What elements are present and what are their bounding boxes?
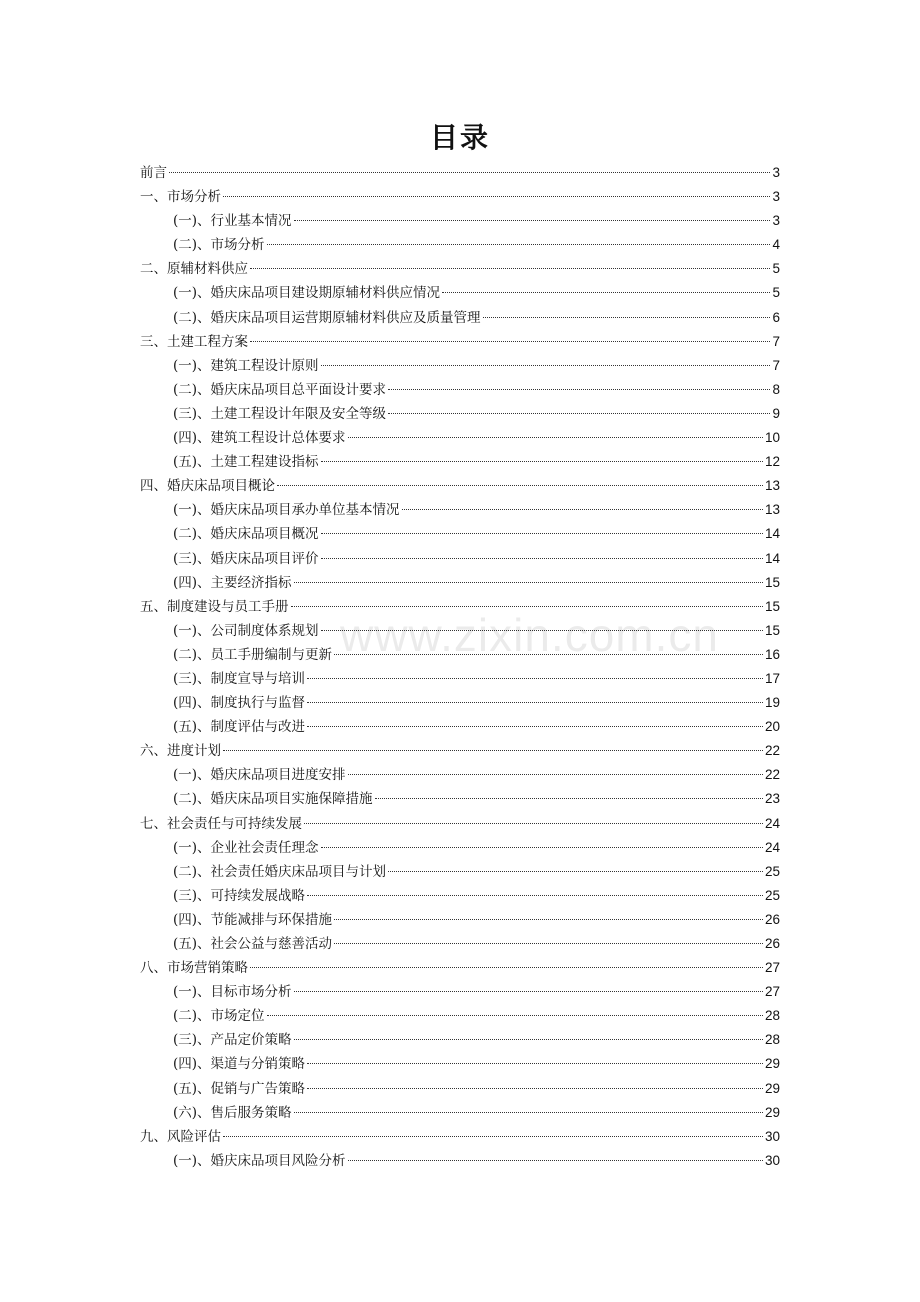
dot-leader xyxy=(307,895,763,896)
toc-page-number: 3 xyxy=(772,189,780,205)
dot-leader xyxy=(250,967,763,968)
toc-page-number: 20 xyxy=(764,719,780,735)
dot-leader xyxy=(388,389,770,390)
toc-page-number: 14 xyxy=(764,526,780,542)
dot-leader xyxy=(294,1039,763,1040)
toc-page-number: 17 xyxy=(764,670,780,686)
toc-page-number: 5 xyxy=(772,261,780,277)
toc-page-number: 30 xyxy=(764,1128,780,1144)
toc-chapter-entry[interactable] xyxy=(140,739,780,763)
toc-entry-title: (二)、婚庆床品项目概况 xyxy=(173,526,319,543)
toc-entry-title: (二)、市场分析 xyxy=(173,237,265,254)
toc-entry-title: (四)、渠道与分销策略 xyxy=(173,1056,306,1073)
page-title: 目录 xyxy=(429,121,490,154)
toc-page-number: 25 xyxy=(764,887,780,903)
toc-page-number: 27 xyxy=(764,984,780,1000)
toc-section-entry[interactable] xyxy=(140,763,780,787)
toc-chapter-entry[interactable] xyxy=(140,1125,780,1149)
dot-leader xyxy=(375,798,763,799)
toc-page-number: 22 xyxy=(764,767,780,783)
toc-page-number: 15 xyxy=(764,598,780,614)
toc-section-entry[interactable] xyxy=(140,498,780,522)
toc-entry-title: (一)、企业社会责任理念 xyxy=(173,839,319,856)
toc-chapter-entry[interactable] xyxy=(140,474,780,498)
dot-leader xyxy=(348,1160,763,1161)
dot-leader xyxy=(321,533,763,534)
toc-section-entry[interactable] xyxy=(140,836,780,860)
toc-section-entry[interactable] xyxy=(140,1149,780,1173)
dot-leader xyxy=(321,558,763,559)
table-of-contents xyxy=(140,161,780,1173)
toc-section-entry[interactable] xyxy=(140,450,780,474)
toc-entry-title: (二)、员工手册编制与更新 xyxy=(173,646,333,663)
toc-page-number: 15 xyxy=(764,574,780,590)
toc-page-number: 6 xyxy=(772,309,780,325)
dot-leader xyxy=(321,365,771,366)
toc-section-entry[interactable] xyxy=(140,1101,780,1125)
toc-chapter-entry[interactable] xyxy=(140,257,780,281)
toc-entry-title: (四)、主要经济指标 xyxy=(173,574,292,591)
toc-entry-title: (一)、婚庆床品项目风险分析 xyxy=(173,1152,346,1169)
dot-leader xyxy=(250,341,770,342)
toc-entry-title: (二)、婚庆床品项目运营期原辅材料供应及质量管理 xyxy=(173,309,481,326)
toc-section-entry[interactable] xyxy=(140,522,780,546)
toc-entry-title: 一、市场分析 xyxy=(140,189,221,206)
toc-entry-title: (三)、制度宣导与培训 xyxy=(173,670,306,687)
dot-leader xyxy=(223,196,770,197)
toc-section-entry[interactable] xyxy=(140,547,780,571)
toc-entry-title: 三、土建工程方案 xyxy=(140,333,248,350)
toc-entry-title: 七、社会责任与可持续发展 xyxy=(140,815,302,832)
dot-leader xyxy=(483,317,771,318)
toc-page-number: 7 xyxy=(772,357,780,373)
toc-page-number: 25 xyxy=(764,863,780,879)
toc-section-entry[interactable] xyxy=(140,884,780,908)
toc-page-number: 23 xyxy=(764,791,780,807)
dot-leader xyxy=(291,606,763,607)
dot-leader xyxy=(277,485,763,486)
toc-page-number: 16 xyxy=(764,646,780,662)
toc-page-number: 28 xyxy=(764,1032,780,1048)
toc-page-number: 30 xyxy=(764,1152,780,1168)
toc-section-entry[interactable] xyxy=(140,787,780,811)
toc-page-number: 8 xyxy=(772,381,780,397)
toc-entry-title: 九、风险评估 xyxy=(140,1128,221,1145)
dot-leader xyxy=(304,823,763,824)
toc-entry-title: 前言 xyxy=(140,165,167,181)
toc-entry-title: (三)、婚庆床品项目评价 xyxy=(173,550,319,567)
toc-page-number: 5 xyxy=(772,285,780,301)
dot-leader xyxy=(307,678,763,679)
toc-section-entry[interactable] xyxy=(140,378,780,402)
toc-section-entry[interactable] xyxy=(140,691,780,715)
dot-leader xyxy=(267,244,771,245)
toc-page-number: 13 xyxy=(764,502,780,518)
toc-page-number: 12 xyxy=(764,454,780,470)
dot-leader xyxy=(307,1063,763,1064)
dot-leader xyxy=(307,726,763,727)
dot-leader xyxy=(294,582,763,583)
dot-leader xyxy=(307,702,763,703)
toc-page-number: 15 xyxy=(764,622,780,638)
dot-leader xyxy=(169,172,770,173)
toc-chapter-entry[interactable] xyxy=(140,956,780,980)
toc-entry-title: (一)、目标市场分析 xyxy=(173,984,292,1001)
toc-page-number: 24 xyxy=(764,839,780,855)
toc-page-number: 7 xyxy=(772,333,780,349)
toc-page-number: 22 xyxy=(764,743,780,759)
toc-section-entry[interactable] xyxy=(140,1052,780,1076)
toc-page-number: 29 xyxy=(764,1056,780,1072)
toc-entry-title: (四)、建筑工程设计总体要求 xyxy=(173,430,346,447)
dot-leader xyxy=(223,750,763,751)
toc-entry-title: 四、婚庆床品项目概论 xyxy=(140,478,275,495)
dot-leader xyxy=(388,871,763,872)
dot-leader xyxy=(321,461,763,462)
toc-entry-title: (一)、婚庆床品项目进度安排 xyxy=(173,767,346,784)
toc-section-entry[interactable] xyxy=(140,643,780,667)
dot-leader xyxy=(442,292,770,293)
dot-leader xyxy=(294,991,763,992)
dot-leader xyxy=(321,847,763,848)
toc-entry-title: (二)、市场定位 xyxy=(173,1008,265,1025)
toc-entry-title: (五)、促销与广告策略 xyxy=(173,1080,306,1097)
dot-leader xyxy=(334,919,763,920)
toc-entry-title: (四)、节能减排与环保措施 xyxy=(173,911,333,928)
dot-leader xyxy=(223,1136,763,1137)
toc-entry-title: (一)、公司制度体系规划 xyxy=(173,622,319,639)
toc-section-entry[interactable] xyxy=(140,667,780,691)
toc-entry-title: 六、进度计划 xyxy=(140,743,221,760)
toc-section-entry[interactable] xyxy=(140,209,780,233)
dot-leader xyxy=(388,413,770,414)
toc-section-entry[interactable] xyxy=(140,426,780,450)
toc-section-entry[interactable] xyxy=(140,281,780,305)
toc-section-entry[interactable] xyxy=(140,354,780,378)
dot-leader xyxy=(250,268,770,269)
toc-page-number: 29 xyxy=(764,1104,780,1120)
toc-section-entry[interactable] xyxy=(140,932,780,956)
toc-page-number: 3 xyxy=(772,165,780,180)
toc-page-number: 4 xyxy=(772,237,780,253)
toc-page-number: 26 xyxy=(764,936,780,951)
toc-entry-title: (一)、行业基本情况 xyxy=(173,213,292,230)
toc-section-entry[interactable] xyxy=(140,1077,780,1101)
dot-leader xyxy=(294,220,771,221)
toc-entry-title: (五)、社会公益与慈善活动 xyxy=(173,936,333,952)
toc-section-entry[interactable] xyxy=(140,1004,780,1028)
toc-chapter-entry[interactable] xyxy=(140,330,780,354)
toc-section-entry[interactable] xyxy=(140,306,780,330)
dot-leader xyxy=(294,1112,763,1113)
toc-entry-title: 二、原辅材料供应 xyxy=(140,261,248,278)
toc-section-entry[interactable] xyxy=(140,233,780,257)
toc-entry-title: (三)、可持续发展战略 xyxy=(173,887,306,904)
toc-page-number: 9 xyxy=(772,405,780,421)
toc-entry-title: (一)、建筑工程设计原则 xyxy=(173,357,319,374)
toc-page-number: 19 xyxy=(764,695,780,711)
watermark: www.zixin.com.cn xyxy=(340,609,719,661)
toc-page-number: 26 xyxy=(764,911,780,927)
toc-section-entry[interactable] xyxy=(140,402,780,426)
toc-entry-title: (二)、婚庆床品项目实施保障措施 xyxy=(173,791,373,808)
toc-entry-title: (三)、土建工程设计年限及安全等级 xyxy=(173,405,387,422)
toc-entry-title: (六)、售后服务策略 xyxy=(173,1104,292,1121)
toc-page-number: 29 xyxy=(764,1080,780,1096)
toc-entry-title: (一)、婚庆床品项目建设期原辅材料供应情况 xyxy=(173,285,441,302)
toc-entry-title: (二)、社会责任婚庆床品项目与计划 xyxy=(173,863,387,880)
toc-entry-title: (三)、产品定价策略 xyxy=(173,1032,292,1049)
toc-entry-title: 八、市场营销策略 xyxy=(140,960,248,977)
toc-page-number: 14 xyxy=(764,550,780,566)
toc-section-entry[interactable] xyxy=(140,980,780,1004)
toc-page-number: 28 xyxy=(764,1008,780,1024)
toc-section-entry[interactable] xyxy=(140,860,780,884)
toc-chapter-entry[interactable] xyxy=(140,185,780,209)
toc-entry-title: (五)、制度评估与改进 xyxy=(173,719,306,736)
dot-leader xyxy=(321,630,763,631)
dot-leader xyxy=(402,509,763,510)
toc-page-number: 3 xyxy=(772,213,780,229)
toc-entry-title: (四)、制度执行与监督 xyxy=(173,695,306,712)
dot-leader xyxy=(267,1015,763,1016)
toc-entry-title: (一)、婚庆床品项目承办单位基本情况 xyxy=(173,502,400,519)
toc-page-number: 24 xyxy=(764,815,780,831)
toc-entry-title: (二)、婚庆床品项目总平面设计要求 xyxy=(173,381,387,398)
toc-page-number: 13 xyxy=(764,478,780,494)
dot-leader xyxy=(348,774,763,775)
toc-entry-title: 五、制度建设与员工手册 xyxy=(140,598,289,615)
toc-section-entry[interactable] xyxy=(140,619,780,643)
toc-page-number: 10 xyxy=(764,430,780,446)
toc-section-entry[interactable] xyxy=(140,715,780,739)
toc-section-entry[interactable] xyxy=(140,571,780,595)
dot-leader xyxy=(348,437,763,438)
toc-section-entry[interactable] xyxy=(140,908,780,932)
toc-chapter-entry[interactable] xyxy=(140,595,780,619)
toc-section-entry[interactable] xyxy=(140,1028,780,1052)
dot-leader xyxy=(334,943,763,944)
toc-chapter-entry[interactable] xyxy=(140,812,780,836)
toc-chapter-entry[interactable] xyxy=(140,161,780,185)
dot-leader xyxy=(334,654,763,655)
toc-page-number: 27 xyxy=(764,960,780,976)
dot-leader xyxy=(307,1088,763,1089)
toc-entry-title: (五)、土建工程建设指标 xyxy=(173,454,319,471)
